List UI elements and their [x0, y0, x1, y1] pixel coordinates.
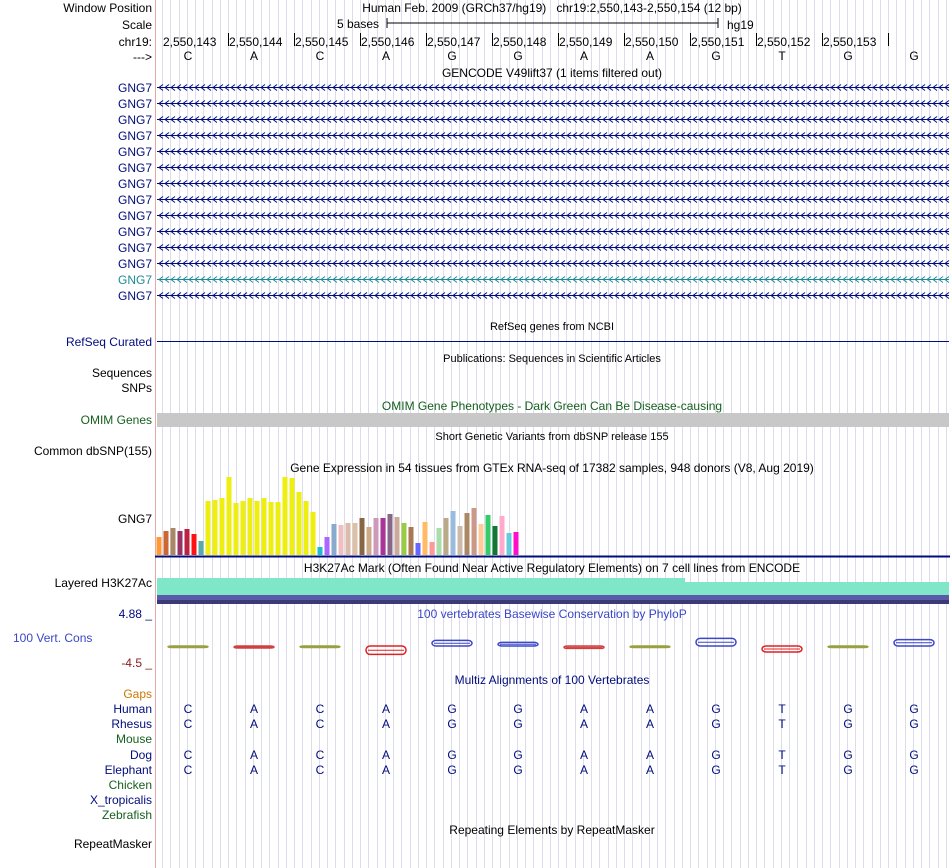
base-letter: A: [645, 49, 655, 63]
conservation-mark[interactable]: [894, 640, 934, 646]
gtex-tissue-bar[interactable]: [255, 501, 260, 555]
species-label[interactable]: Elephant: [104, 762, 152, 777]
base-letter: A: [381, 49, 391, 63]
gtex-tissue-bar[interactable]: [185, 529, 190, 555]
gencode-gene-label[interactable]: GNG7: [117, 209, 152, 223]
h3k27ac-band-2[interactable]: [157, 600, 949, 604]
dbsnp-label[interactable]: Common dbSNP(155): [33, 444, 152, 458]
base-letter: C: [315, 49, 325, 63]
gtex-tissue-bar[interactable]: [325, 537, 330, 555]
gtex-tissue-bar[interactable]: [241, 501, 246, 555]
aligned-base: A: [381, 762, 391, 777]
gtex-title: Gene Expression in 54 tissues from GTEx RNA-seq of 17382 samples, 948 donors (V8, Aug 2019): [290, 461, 814, 475]
aligned-base: G: [909, 747, 919, 762]
aligned-base: G: [909, 717, 919, 732]
gtex-tissue-bar[interactable]: [374, 518, 379, 555]
aligned-base: A: [381, 747, 391, 762]
scale-label: Scale: [121, 18, 152, 32]
base-letter: G: [711, 49, 721, 63]
aligned-base: C: [315, 762, 325, 777]
gencode-transcript-line[interactable]: [157, 83, 949, 92]
aligned-base: G: [447, 702, 457, 716]
gtex-tissue-bar[interactable]: [451, 511, 456, 555]
gtex-tissue-bar[interactable]: [507, 533, 512, 555]
gtex-tissue-bar[interactable]: [164, 531, 169, 555]
gtex-tissue-bar[interactable]: [388, 514, 393, 555]
ruler-position: 2,550,150: [625, 35, 679, 49]
gtex-tissue-bar[interactable]: [213, 500, 218, 555]
conservation-mark[interactable]: [564, 646, 604, 648]
gtex-tissue-bar[interactable]: [493, 526, 498, 555]
gtex-tissue-bar[interactable]: [458, 526, 463, 555]
gencode-gene-label[interactable]: GNG7: [117, 177, 152, 191]
species-label[interactable]: X_tropicalis: [89, 793, 152, 808]
aligned-base: C: [315, 747, 325, 762]
h3k27ac-signal-right[interactable]: [685, 582, 949, 595]
ruler-position: 2,550,151: [691, 35, 745, 49]
conservation-mark[interactable]: [432, 640, 472, 646]
gencode-transcript-line[interactable]: [157, 99, 949, 108]
base-letter: G: [513, 49, 523, 63]
aligned-base: G: [909, 762, 919, 777]
refseq-label[interactable]: RefSeq Curated: [65, 335, 152, 349]
ruler-position: 2,550,149: [559, 35, 613, 49]
ruler-position: 2,550,152: [757, 35, 811, 49]
aligned-base: C: [315, 702, 325, 716]
omim-feature-bar[interactable]: [157, 413, 949, 427]
gtex-tissue-bar[interactable]: [199, 541, 204, 555]
gtex-tissue-bar[interactable]: [234, 503, 239, 555]
aligned-base: C: [183, 762, 193, 777]
species-label[interactable]: Dog: [129, 747, 152, 762]
h3k27ac-title: H3K27Ac Mark (Often Found Near Active Regulatory Elements) on 7 cell lines from ENCODE: [303, 561, 801, 575]
conservation-mark[interactable]: [498, 642, 538, 646]
aligned-base: G: [711, 762, 721, 777]
gencode-gene-label[interactable]: GNG7: [117, 161, 152, 175]
gtex-tissue-bar[interactable]: [444, 518, 449, 555]
refseq-line[interactable]: [157, 341, 949, 342]
gtex-tissue-bar[interactable]: [171, 528, 176, 555]
gtex-tissue-bar[interactable]: [283, 477, 288, 555]
aligned-base: T: [778, 717, 786, 732]
aligned-base: G: [447, 747, 457, 762]
ruler-position: 2,550,153: [823, 35, 877, 49]
gtex-tissue-bar[interactable]: [206, 501, 211, 555]
gencode-title: GENCODE V49lift37 (1 items filtered out): [441, 66, 663, 80]
chrom-label: chr19:: [118, 35, 152, 49]
aligned-base: G: [447, 762, 457, 777]
scale-text: 5 bases: [337, 17, 380, 31]
dbsnp-title: Short Genetic Variants from dbSNP release 155: [435, 431, 669, 443]
gencode-gene-label[interactable]: GNG7: [117, 273, 152, 287]
aligned-base: G: [513, 762, 523, 777]
gencode-transcript-line[interactable]: [157, 115, 949, 124]
aligned-base: T: [778, 702, 786, 716]
base-letter: G: [909, 49, 919, 63]
conservation-chart[interactable]: [155, 620, 950, 670]
aligned-base: G: [909, 702, 919, 716]
aligned-base: C: [183, 702, 193, 716]
base-letter: C: [183, 49, 193, 63]
aligned-base: G: [843, 717, 853, 732]
scale-bar: [386, 18, 721, 30]
repeatmasker-label[interactable]: RepeatMasker: [73, 837, 152, 851]
ruler-tick: [888, 33, 889, 46]
species-label[interactable]: Rhesus: [111, 717, 152, 732]
gencode-transcript-line[interactable]: [157, 275, 949, 284]
ruler-position: 2,550,148: [493, 35, 547, 49]
multiz-title: Multiz Alignments of 100 Vertebrates: [454, 673, 650, 687]
species-label[interactable]: Mouse: [115, 732, 152, 747]
gencode-gene-label[interactable]: GNG7: [117, 193, 152, 207]
gtex-tissue-bar[interactable]: [353, 523, 358, 555]
gencode-transcript-line[interactable]: [157, 163, 949, 172]
strand-arrow-label: --->: [133, 50, 152, 64]
gencode-gene-label[interactable]: GNG7: [117, 257, 152, 271]
gtex-bar-chart[interactable]: [155, 474, 950, 558]
omim-title: OMIM Gene Phenotypes - Dark Green Can Be Disease-causing: [381, 399, 723, 413]
gtex-tissue-bar[interactable]: [304, 501, 309, 555]
gtex-tissue-bar[interactable]: [381, 518, 386, 555]
cons-min-label: -4.5 _: [121, 656, 152, 670]
assembly-title: Human Feb. 2009 (GRCh37/hg19): [362, 1, 547, 15]
gtex-gene-label[interactable]: GNG7: [117, 512, 152, 526]
conservation-mark[interactable]: [168, 646, 208, 648]
gtex-tissue-bar[interactable]: [297, 492, 302, 555]
refseq-title: RefSeq genes from NCBI: [489, 321, 615, 333]
gencode-gene-label[interactable]: GNG7: [117, 113, 152, 127]
gencode-transcript-line[interactable]: [157, 291, 949, 300]
gtex-tissue-bar[interactable]: [486, 515, 491, 555]
assembly-short: hg19: [727, 18, 754, 32]
gtex-tissue-bar[interactable]: [269, 502, 274, 555]
position-range: chr19:2,550,143-2,550,154 (12 bp): [556, 1, 742, 15]
gencode-gene-label[interactable]: GNG7: [117, 81, 152, 95]
gtex-tissue-bar[interactable]: [339, 525, 344, 555]
aligned-base: G: [711, 702, 721, 716]
gencode-gene-label[interactable]: GNG7: [117, 225, 152, 239]
conservation-mark[interactable]: [300, 646, 340, 648]
aligned-base: A: [249, 702, 259, 716]
aligned-base: G: [843, 747, 853, 762]
aligned-base: A: [579, 702, 589, 716]
gencode-gene-label[interactable]: GNG7: [117, 129, 152, 143]
gtex-tissue-bar[interactable]: [220, 498, 225, 555]
gencode-transcript-line[interactable]: [157, 147, 949, 156]
position-title: [362, 1, 742, 15]
gencode-gene-label[interactable]: GNG7: [117, 241, 152, 255]
conservation-mark[interactable]: [762, 646, 802, 652]
aligned-base: A: [645, 702, 655, 716]
aligned-base: G: [843, 762, 853, 777]
aligned-base: A: [381, 702, 391, 716]
ruler-position: 2,550,145: [295, 35, 349, 49]
gtex-tissue-bar[interactable]: [290, 478, 295, 555]
aligned-base: A: [645, 762, 655, 777]
base-letter: G: [843, 49, 853, 63]
repeat-title: Repeating Elements by RepeatMasker: [449, 823, 655, 837]
aligned-base: G: [513, 702, 523, 716]
aligned-base: G: [513, 717, 523, 732]
gencode-transcript-line[interactable]: [157, 179, 949, 188]
base-letter: A: [579, 49, 589, 63]
h3k27ac-label[interactable]: Layered H3K27Ac: [54, 576, 152, 590]
omim-label[interactable]: OMIM Genes: [80, 413, 152, 427]
aligned-base: C: [183, 747, 193, 762]
label-divider: [155, 0, 156, 868]
aligned-base: A: [579, 747, 589, 762]
h3k27ac-signal-left[interactable]: [157, 578, 685, 595]
gencode-transcript-line[interactable]: [157, 243, 949, 252]
aligned-base: A: [579, 717, 589, 732]
aligned-base: A: [645, 717, 655, 732]
aligned-base: T: [778, 762, 786, 777]
gtex-tissue-bar[interactable]: [465, 513, 470, 555]
gtex-tissue-bar[interactable]: [500, 516, 505, 555]
conservation-mark[interactable]: [366, 646, 406, 654]
gencode-transcript-line[interactable]: [157, 259, 949, 268]
sequences-label[interactable]: Sequences: [91, 366, 152, 380]
cons-label[interactable]: 100 Vert. Cons: [13, 631, 93, 645]
aligned-base: G: [447, 717, 457, 732]
aligned-base: G: [843, 702, 853, 716]
species-label[interactable]: Chicken: [108, 778, 152, 792]
gtex-tissue-bar[interactable]: [157, 537, 162, 555]
conservation-mark[interactable]: [630, 646, 670, 648]
ruler-position: 2,550,146: [361, 35, 415, 49]
gtex-tissue-bar[interactable]: [367, 527, 372, 555]
gencode-transcript-line[interactable]: [157, 227, 949, 236]
gaps-label[interactable]: Gaps: [123, 687, 152, 701]
publications-title: Publications: Sequences in Scientific Articles: [443, 353, 661, 365]
gencode-transcript-line[interactable]: [157, 131, 949, 140]
base-letter: T: [778, 49, 786, 63]
aligned-base: A: [579, 762, 589, 777]
aligned-base: A: [381, 717, 391, 732]
conservation-mark[interactable]: [696, 638, 736, 646]
gtex-tissue-bar[interactable]: [178, 531, 183, 555]
gtex-tissue-bar[interactable]: [227, 477, 232, 555]
gtex-tissue-bar[interactable]: [360, 518, 365, 555]
aligned-base: G: [513, 747, 523, 762]
aligned-base: G: [711, 717, 721, 732]
cons-max-label: 4.88 _: [118, 607, 152, 621]
base-letter: A: [249, 49, 259, 63]
gencode-gene-label[interactable]: GNG7: [117, 97, 152, 111]
gtex-tissue-bar[interactable]: [248, 498, 253, 555]
gtex-tissue-bar[interactable]: [262, 498, 267, 555]
aligned-base: A: [249, 717, 259, 732]
aligned-base: C: [183, 717, 193, 732]
gtex-tissue-bar[interactable]: [514, 532, 519, 555]
cons-title: 100 vertebrates Basewise Conservation by PhyloP: [417, 607, 687, 621]
conservation-mark[interactable]: [234, 646, 274, 648]
gtex-tissue-bar[interactable]: [472, 508, 477, 555]
gtex-tissue-bar[interactable]: [430, 542, 435, 555]
gencode-gene-label[interactable]: GNG7: [117, 289, 152, 303]
gencode-gene-label[interactable]: GNG7: [117, 145, 152, 159]
gtex-tissue-bar[interactable]: [311, 512, 316, 555]
gtex-tissue-bar[interactable]: [479, 524, 484, 555]
aligned-base: C: [315, 717, 325, 732]
species-label[interactable]: Human: [113, 702, 152, 716]
gtex-tissue-bar[interactable]: [192, 534, 197, 555]
gtex-tissue-bar[interactable]: [318, 547, 323, 555]
gtex-tissue-bar[interactable]: [409, 527, 414, 555]
gencode-transcript-line[interactable]: [157, 211, 949, 220]
base-letter: G: [447, 49, 457, 63]
aligned-base: A: [249, 762, 259, 777]
gencode-transcript-line[interactable]: [157, 195, 949, 204]
aligned-base: A: [645, 747, 655, 762]
aligned-base: A: [249, 747, 259, 762]
snps-label[interactable]: SNPs: [121, 381, 152, 395]
gtex-tissue-bar[interactable]: [276, 502, 281, 555]
aligned-base: G: [711, 747, 721, 762]
ruler-position: 2,550,147: [427, 35, 481, 49]
gtex-tissue-bar[interactable]: [332, 524, 337, 555]
ruler-position: 2,550,143: [163, 35, 217, 49]
window-position-label: Window Position: [63, 1, 152, 15]
gtex-tissue-bar[interactable]: [402, 523, 407, 555]
ruler-position: 2,550,144: [229, 35, 283, 49]
species-label[interactable]: Zebrafish: [101, 808, 152, 823]
gtex-tissue-bar[interactable]: [423, 522, 428, 555]
conservation-mark[interactable]: [828, 646, 868, 648]
aligned-base: T: [778, 747, 786, 762]
gtex-tissue-bar[interactable]: [395, 517, 400, 555]
gtex-tissue-bar[interactable]: [416, 543, 421, 555]
gtex-tissue-bar[interactable]: [437, 528, 442, 555]
gtex-tissue-bar[interactable]: [346, 523, 351, 555]
